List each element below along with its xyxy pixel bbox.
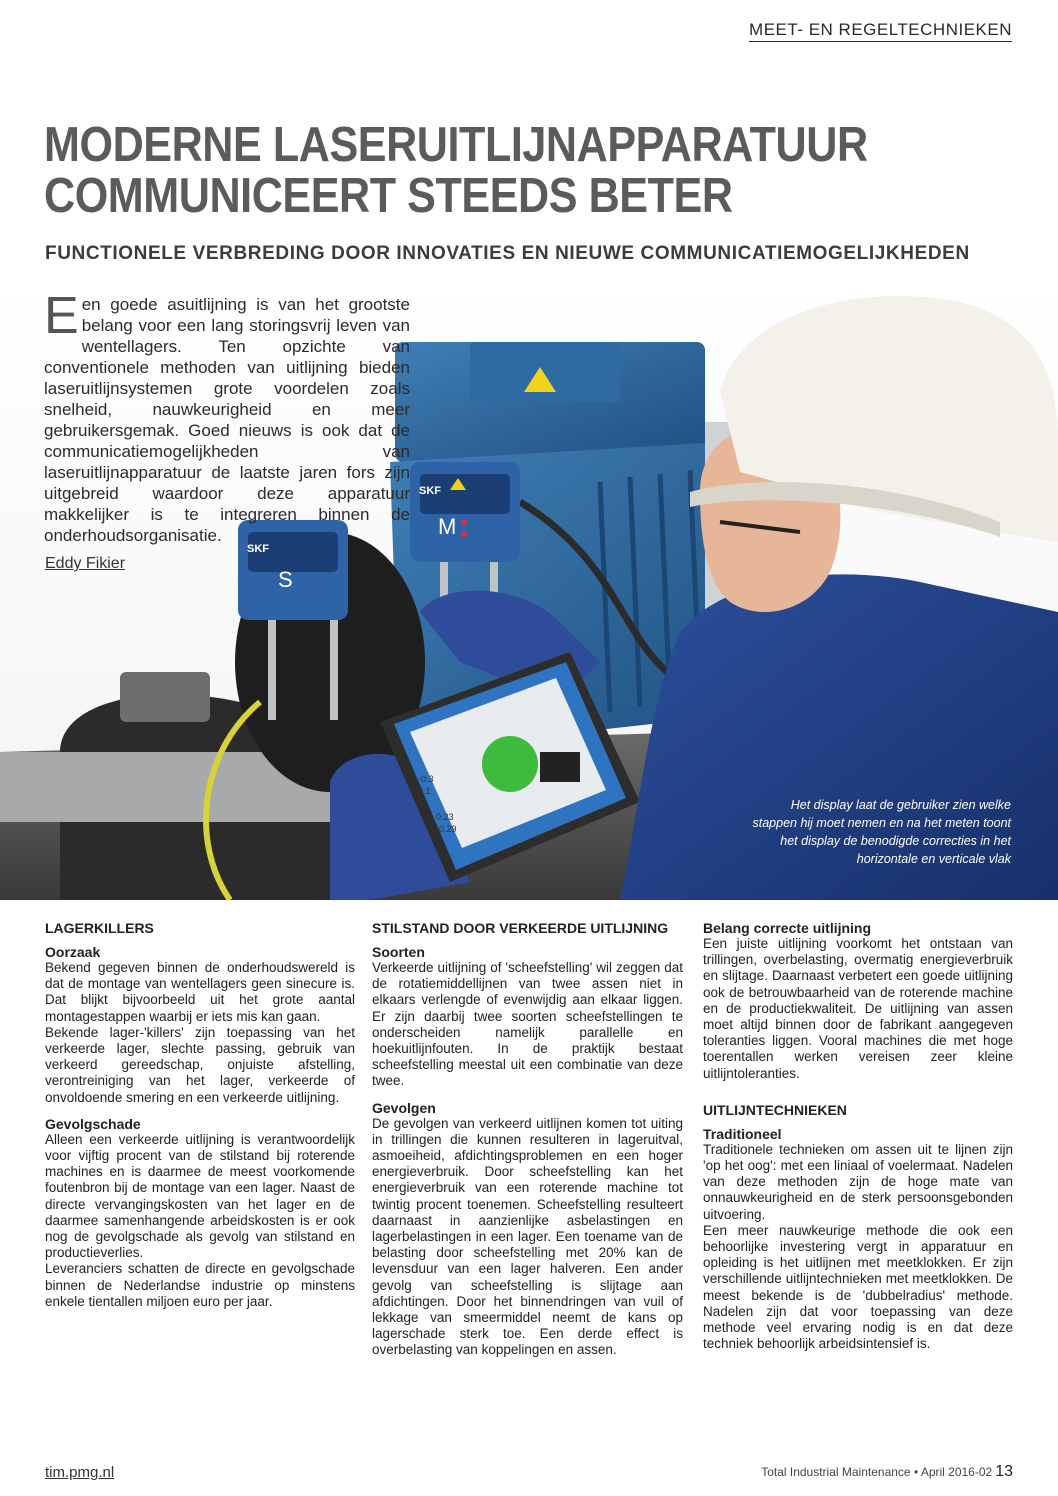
svg-text:S: S — [278, 567, 293, 592]
paragraph: De gevolgen van verkeerd uitlijnen komen tot uiting in trillingen die kunnen resulteren in lageruitval, asmoeiheid, afdichtingsproblemen en een hoger energieverbruik. Door scheefstelling kan het energieverbruik van een roterende machine tot twintig procent toenemen. Scheefstelling resulteert daarnaast in aanzienlijke asbelastingen en lagerbelastingen in een lager. Een toename van de belasting door scheefstelling met 20% kan de levensduur van een lager halveren. Een ander gevolg van scheefstelling is slijtage aan afdichtingen. Door het binnendringen van vuil of lekkage van smeermiddel neemt de kans op lagerschade sterk toe. Een derde effect is overbelasting van koppelingen en assen. — [372, 1115, 683, 1358]
heading-uitlijntechnieken: UITLIJNTECHNIEKEN — [703, 1101, 847, 1118]
section-label: MEET- EN REGELTECHNIEKEN — [749, 20, 1012, 42]
footer-url-link[interactable]: tim.pmg.nl — [45, 1464, 115, 1481]
svg-text:-0.3: -0.3 — [418, 774, 434, 784]
paragraph: Verkeerde uitlijning of 'scheefstelling' wil zeggen dat de rotatiemiddellijnen van twee assen niet in elkaars verlengde of evenwijdig aan elkaar liggen. Er zijn daarbij twee soorten scheefstellingen te onderscheiden namelijk parallelle en hoekuitlijnfouten. In de praktijk bestaat scheefstelling meestal uit een combinatie van deze twee. — [372, 960, 683, 1089]
paragraph: Bekende lager-'killers' zijn toepassing van het verkeerde lager, slechte passing, gebruik van verkeerd gereedschap, onjuiste afstelling, verontreiniging van het lager, verkeerde of onvoldoende smering en een verkeerde uitlijning. — [45, 1024, 355, 1105]
publication-info: Total Industrial Maintenance • April 2016-02 — [761, 1465, 993, 1479]
paragraph: Leveranciers schatten de directe en gevolgschade binnen de Nederlandse industrie op minstens enkele tientallen miljoen euro per jaar. — [45, 1261, 355, 1309]
subheading-traditioneel: Traditioneel — [703, 1125, 782, 1142]
heading-stilstand: STILSTAND DOOR VERKEERDE UITLIJNING — [372, 920, 669, 936]
svg-text:SKF: SKF — [247, 543, 269, 555]
subheading-oorzaak: Oorzaak — [45, 944, 101, 960]
author-link[interactable]: Eddy Fikier — [45, 555, 126, 572]
subheading-gevolgschade: Gevolgschade — [45, 1115, 141, 1132]
svg-text:0.23: 0.23 — [436, 812, 454, 822]
paragraph: Een juiste uitlijning voorkomt het ontstaan van trillingen, overbelasting, overmatig energieverbruik en slijtage. Daarnaast verbetert een goede uitlijning ook de betrouwbaarheid van de roterende machine en de productiekwaliteit. De uitlijning van assen moet altijd binnen door de fabrikant aangegeven toleranties liggen. Vooral machines die met hoge toerentallen werken vereisen zeer kleine uitlijntoleranties. — [703, 936, 1013, 1081]
subheading-gevolgen: Gevolgen — [372, 1099, 436, 1116]
paragraph: Een meer nauwkeurige methode die ook een behoorlijke investering vergt in apparatuur en opleiding is het uitlijnen met meetklokken. Er zijn verschillende uitlijntechnieken met meetklokken. De meest bekende is de 'dubbelradius' methode. Nadelen zijn dat voor toepassing van deze methode veel ervaring nodig is en dat deze techniek behoorlijk arbeidsintensief is. — [703, 1222, 1013, 1352]
column-2 — [372, 920, 683, 1369]
paragraph: Traditionele technieken om assen uit te lijnen zijn 'op het oog': met een liniaal of voelermaat. Nadelen van deze methoden zijn de hoge mate van onnauwkeurigheid en de sterk persoonsgebonden uitvoering. — [703, 1141, 1013, 1222]
paragraph: Alleen een verkeerde uitlijning is verantwoordelijk voor vijftig procent van de stilstand bij roterende machines en is daarmee de meest voorkomende foutenbron bij de montage van een lager. Naast de directe vervangingskosten van het lager en de daarmee samenhangende arbeidskosten is er ook nog de gevolgschade als gevolg van stilstand en productieverlies. — [45, 1131, 355, 1261]
svg-text:M: M — [438, 514, 457, 539]
paragraph: Bekend gegeven binnen de onderhoudswereld is dat de montage van wentellagers geen sinecure is. Dat blijkt bijvoorbeeld uit het grote aantal montagestappen waarbij er iets mis kan gaan. — [45, 960, 355, 1024]
heading-lagerkillers: LAGERKILLERS — [45, 920, 154, 936]
svg-text:0.1: 0.1 — [418, 786, 431, 796]
lead-text: en goede asuitlijning is van het grootste belang voor een lang storingsvrij leven van wentellagers. Ten opzichte van conventionele methoden van uitlijning bieden laseruitlijnsystemen grote voordelen zoals snelheid, nauwkeurigheid en meer gebruikersgemak. Goed nieuws is ook dat de communicatiemogelijkheden van laseruitlijnapparatuur de laatste jaren fors zijn uitgebreid waardoor deze apparatuur makkelijker is te integreren binnen de onderhoudsorganisatie. — [44, 295, 410, 545]
lead-paragraph — [44, 287, 410, 546]
article-title — [44, 120, 868, 222]
article-subtitle: FUNCTIONELE VERBREDING DOOR INNOVATIES EN NIEUWE COMMUNICATIEMOGELIJKHEDEN — [45, 243, 970, 264]
column-1 — [45, 920, 355, 1320]
column-3 — [703, 920, 1013, 1362]
page-number: 13 — [995, 1463, 1013, 1480]
drop-cap: E — [44, 287, 79, 345]
subheading-belang: Belang correcte uitlijning — [703, 920, 872, 936]
title-line-2: COMMUNICEERT STEEDS BETER — [44, 169, 733, 223]
footer-publication — [761, 1463, 1013, 1481]
svg-text:SKF: SKF — [419, 485, 441, 497]
title-line-1: MODERNE LASERUITLIJNAPPARATUUR — [44, 118, 868, 172]
svg-text:-0.29: -0.29 — [436, 824, 457, 834]
photo-caption: Het display laat de gebruiker zien welke stappen hij moet nemen en na het meten toont het display de benodigde correcties in het horizontale en verticale vlak — [752, 798, 1011, 866]
subheading-soorten: Soorten — [372, 944, 425, 960]
